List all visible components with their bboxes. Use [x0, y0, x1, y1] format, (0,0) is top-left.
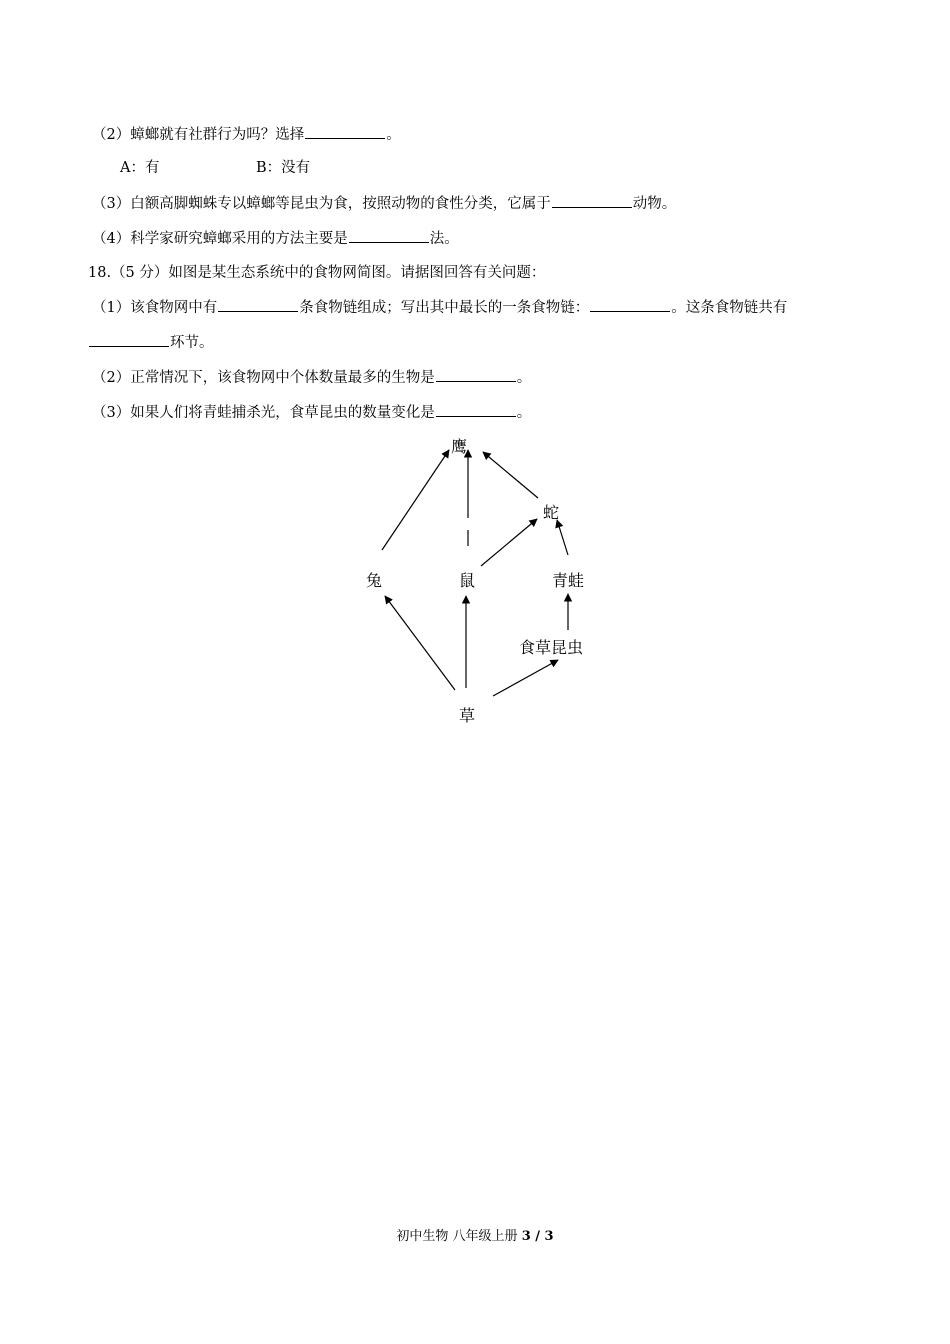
label-frog: 青蛙	[551, 571, 585, 590]
q18-part2: （2）正常情况下，该食物网中个体数量最多的生物是 。	[92, 367, 531, 388]
page-footer	[0, 1228, 950, 1246]
q17-options	[120, 158, 311, 178]
page-number: 3 / 3	[521, 1229, 554, 1244]
label-insect: 食草昆虫	[518, 638, 584, 657]
q18-part1: （1）该食物网中有 条食物链组成；写出其中最长的一条食物链： 。这条食物链共有	[92, 297, 787, 318]
answer-blank[interactable]	[552, 193, 632, 208]
q18-part3: （3）如果人们将青蛙捕杀光，食草昆虫的数量变化是 。	[92, 402, 531, 423]
label-mouse: 鼠	[458, 571, 476, 590]
q17-part2: （2）蟑螂就有社群行为吗？选择 。	[92, 124, 401, 145]
label-eagle: 鹰	[450, 437, 468, 456]
q17-part4: （4）科学家研究蟑螂采用的方法主要是 法。	[92, 228, 459, 249]
label-snake: 蛇	[542, 503, 560, 522]
option-a: A：有	[120, 160, 160, 176]
arrow-mouse-to-snake	[481, 519, 537, 566]
answer-blank[interactable]	[305, 124, 385, 139]
arrow-grass-to-insect	[493, 660, 558, 696]
arrow-snake-to-eagle	[483, 452, 538, 498]
answer-blank[interactable]	[218, 297, 298, 312]
label-grass: 草	[458, 706, 476, 725]
answer-blank[interactable]	[436, 402, 516, 417]
answer-blank[interactable]	[89, 332, 169, 347]
option-b: B：没有	[256, 160, 311, 176]
label-rabbit: 兔	[365, 571, 383, 590]
answer-blank[interactable]	[436, 367, 516, 382]
answer-blank[interactable]	[590, 297, 670, 312]
arrow-frog-to-snake	[557, 520, 568, 555]
food-web-diagram	[340, 428, 610, 728]
q17-part3: （3）白额高脚蜘蛛专以蟑螂等昆虫为食，按照动物的食性分类，它属于 动物。	[92, 193, 676, 214]
q18-part1-cont: 环节。	[88, 332, 214, 353]
answer-blank[interactable]	[349, 228, 429, 243]
arrow-grass-to-rabbit	[385, 596, 455, 690]
q18-title: 18.（5 分）如图是某生态系统中的食物网简图。请据图回答有关问题：	[88, 265, 546, 281]
arrow-rabbit-to-eagle	[382, 450, 449, 550]
footer-text: 初中生物 八年级上册	[396, 1229, 518, 1244]
